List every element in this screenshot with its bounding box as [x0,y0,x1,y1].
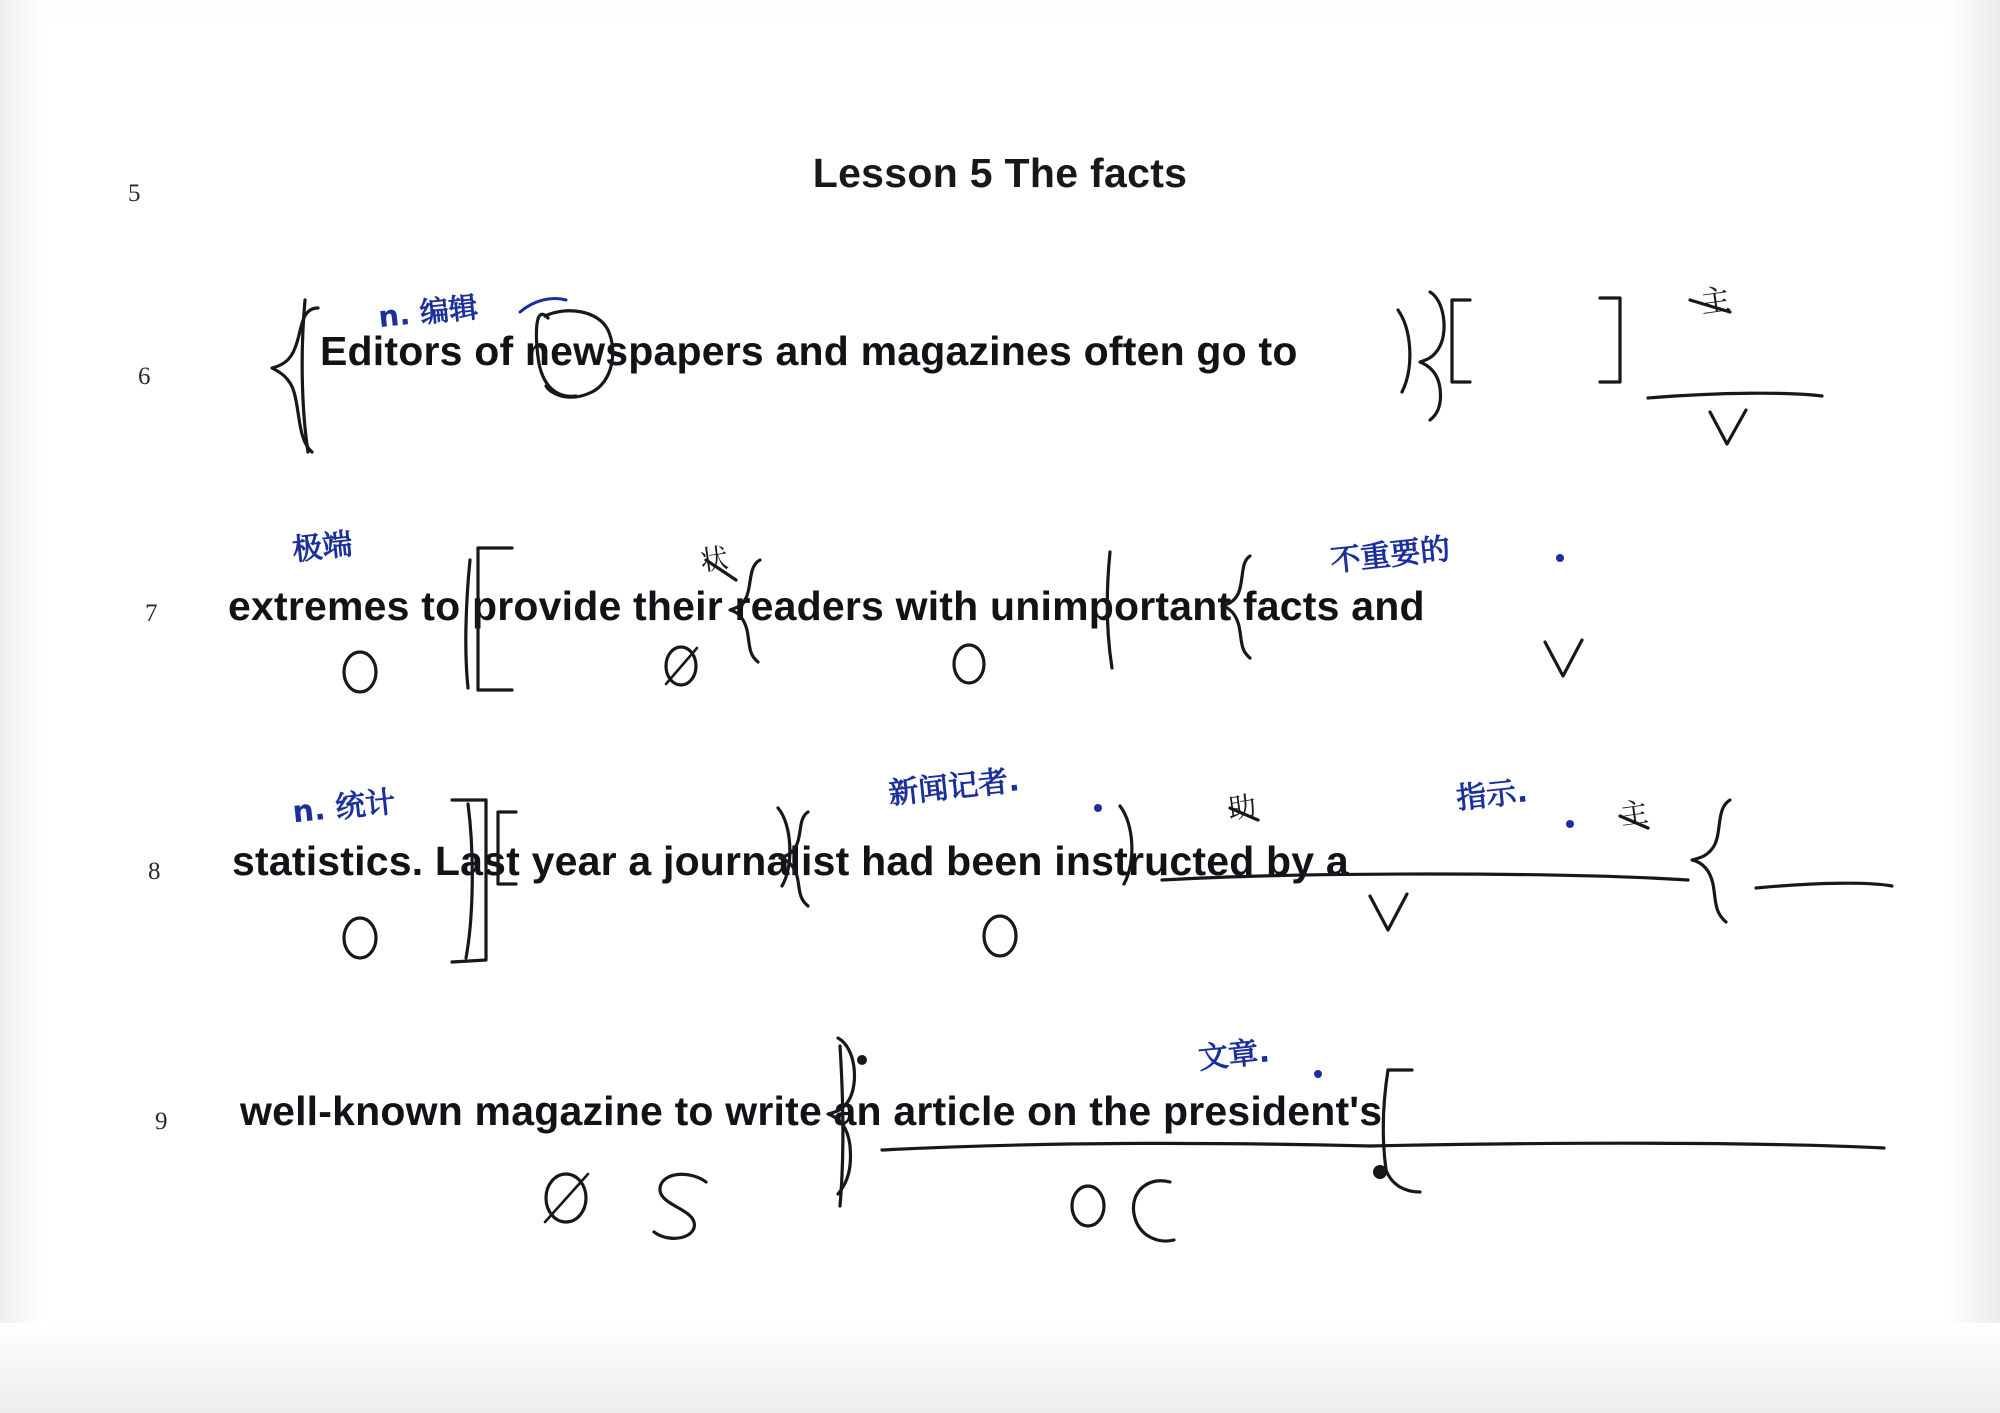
line-number-9: 9 [155,1108,168,1135]
mark-adverbial-provide: 状 [698,543,731,578]
line-number-7: 7 [145,600,158,627]
page-title: Lesson 5 The facts [812,150,1188,196]
gloss-statistics: n. 统计 [290,784,398,831]
text-line-9: well-known magazine to write an article on the president's [240,1088,1383,1134]
gloss-unimportant: 不重要的 [1328,531,1452,580]
text-line-7: extremes to provide their readers with unimportant facts and [228,583,1425,629]
line-number-8: 8 [148,858,161,885]
text-line-6: Editors of newspapers and magazines often go to [320,328,1298,374]
page-edge-right [1945,0,2000,1413]
gloss-editors: n. 编辑 [376,289,480,335]
page-edge-bottom [0,1323,2000,1413]
text-line-8: statistics. Last year a journalist had been instructed by a [232,838,1349,884]
mark-subject-instructed: 主 [1618,797,1651,832]
line-number-6: 6 [138,363,151,390]
gloss-instructed: 指示. [1454,774,1530,817]
mark-subject-go: 主 [1698,283,1733,320]
line-number-5: 5 [128,180,141,207]
page-edge-left [0,0,45,1413]
paper-sheet [40,20,1960,1340]
gloss-article: 文章. [1196,1034,1272,1077]
gloss-journalist: 新闻记者. [886,763,1022,812]
gloss-extremes: 极端 [290,526,355,569]
mark-auxiliary-had: 助 [1226,791,1259,826]
